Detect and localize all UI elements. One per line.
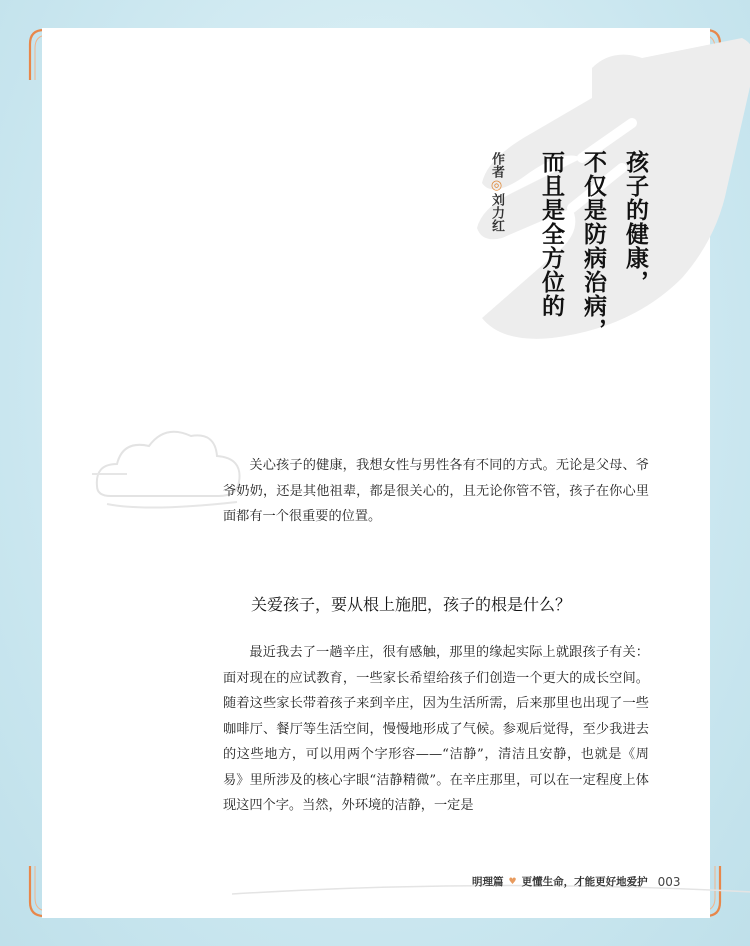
page-footer [472, 874, 680, 889]
title-line-3: 而且是全方位的 [538, 150, 564, 318]
title-line-1: 孩子的健康， [622, 150, 648, 294]
article-page [42, 28, 710, 918]
page-number: 003 [657, 874, 681, 889]
section-heading: 关爱孩子，要从根上施肥，孩子的根是什么？ [251, 595, 572, 614]
footer-section-name: 明理篇 [472, 876, 504, 888]
author-separator: ◎ [489, 178, 504, 193]
body-paragraph: 最近我去了一趟辛庄，很有感触，那里的缘起实际上就跟孩子有关：面对现在的应试教育，一些家长希望给孩子们创造一个更大的成长空间。随着这些家长带着孩子来到辛庄，因为生活所需，后来那里也出现了一些咖啡厅、餐厅等生活空间，慢慢地形成了气候。参观后觉得，至少我进去的这些地方，可以用两个字形容——“洁静”，清洁且安静，也就是《周易》里所涉及的核心字眼“洁静精微”。在辛庄那里，可以在一定程度上体现这四个字。当然，外环境的洁静，一定是 [223, 645, 649, 813]
author-name: 刘力红 [489, 193, 504, 232]
intro-paragraph: 关心孩子的健康，我想女性与男性各有不同的方式。无论是父母、爷爷奶奶，还是其他祖辈，都是很关心的，且无论你管不管，孩子在你心里面都有一个很重要的位置。 [223, 458, 649, 524]
author-label: 作者 [489, 152, 504, 178]
author-byline [488, 152, 504, 232]
footer-tagline: 更懂生命，才能更好地爱护 [521, 876, 648, 888]
title-line-2: 不仅是防病治病， [580, 150, 606, 342]
heart-icon: ♥ [508, 876, 517, 887]
